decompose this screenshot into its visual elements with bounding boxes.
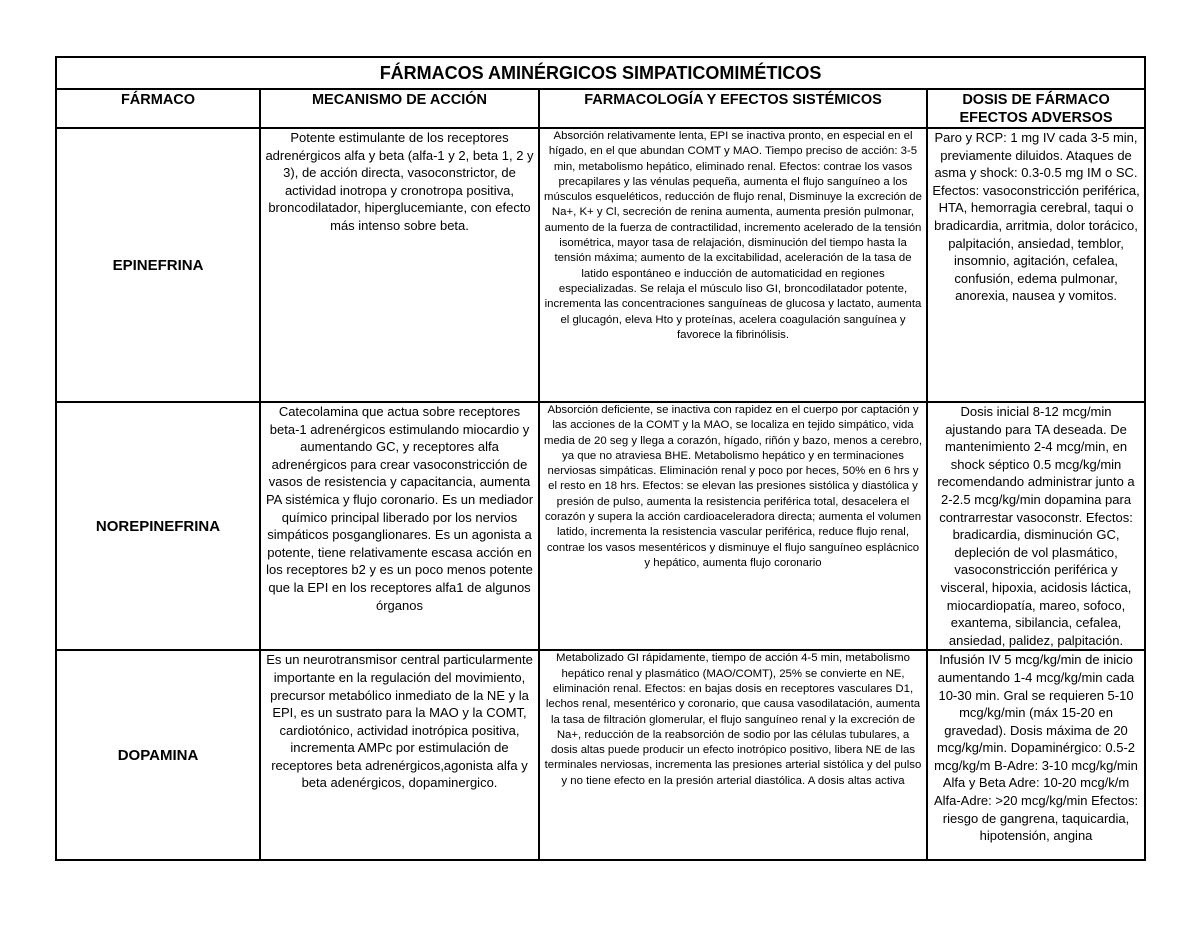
pharmacology-cell: Metabolizado GI rápidamente, tiempo de acción 4-5 min, metabolismo hepático renal y plasmático (MAO/COMT), 25% se convierte en NE, eliminación renal. Efectos: en bajas dosis en receptores vasculares D1, lechos renal, mesentérico y coronario, que causa vasodilatación, aumenta la tasa de filtración glomerular, el flujo sanguíneo renal y la excreción de Na+, reducción de la reabsorción de sodio por las células tubulares, a dosis altas puede producir un efecto inotrópico positivo, libera NE de las terminales nerviosas, incrementa las presiones arterial sistólica y del pulso y no tiene efecto en la presión arterial diastólica. A dosis altas activa	[539, 650, 927, 860]
pharmacology-cell: Absorción relativamente lenta, EPI se inactiva pronto, en especial en el hígado, en el que abundan COMT y MAO. Tiempo preciso de acción: 3-5 min, metabolismo hepático, eliminado renal. Efectos: contrae los vasos precapilares y las vénulas pequeña, aumenta el flujo sanguíneo a los músculos esqueléticos, reducción de flujo renal, Disminuye la excreción de Na+, K+ y Cl, secreción de renina aumenta, aumenta presión pulmonar, aumento de la fuerza de contractilidad, incremento acelerado de la tensión isométrica, mayor tasa de relajación, disminución del tiempo hasta la tensión máxima; aumento de la excitabilidad, aceleración de la tasa de latido espontáneo e inducción de automaticidad en regiones especializadas. Se relaja el músculo liso GI, broncodilatador potente, incrementa las concentraciones sanguíneas de glucosa y lactato, aumenta el glucagón, eleva Hto y proteínas, acelera coagulación sanguínea y favorece la fibrinólisis.	[539, 128, 927, 402]
header-dosis: DOSIS DE FÁRMACO EFECTOS ADVERSOS	[927, 89, 1145, 128]
drug-table	[55, 56, 1146, 861]
header-mecanismo: MECANISMO DE ACCIÓN	[260, 89, 539, 128]
header-farmaco: FÁRMACO	[56, 89, 260, 128]
drug-name: DOPAMINA	[56, 650, 260, 860]
dosage-cell: Paro y RCP: 1 mg IV cada 3-5 min, previamente diluidos. Ataques de asma y shock: 0.3-0.5 mg IM o SC. Efectos: vasoconstricción periférica, HTA, hemorragia cerebral, taqui o bradicardia, arritmia, dolor torácico, palpitación, ansiedad, temblor, insomnio, agitación, cefalea, confusión, edema pulmonar, anorexia, nausea y vomitos.	[927, 128, 1145, 402]
mechanism-cell: Es un neurotransmisor central particularmente importante en la regulación del movimiento, precursor metabólico inmediato de la NE y la EPI, es un sustrato para la MAO y la COMT, cardiotónico, actividad inotrópica positiva, incrementa AMPc por estimulación de receptores beta adrenérgicos,agonista alfa y beta adenérgicos, dopaminergico.	[260, 650, 539, 860]
dosage-cell: Dosis inicial 8-12 mcg/min ajustando para TA deseada. De mantenimiento 2-4 mcg/min, en shock séptico 0.5 mcg/kg/min recomendando administrar junto a 2-2.5 mcg/kg/min dopamina para contrarrestar vasoconstr. Efectos: bradicardia, disminución GC, depleción de vol plasmático, vasoconstricción periférica y visceral, hipoxia, acidosis láctica, miocardiopatía, mareo, sofoco, exantema, sibilancia, cefalea, ansiedad, palidez, palpitación.	[927, 402, 1145, 650]
mechanism-cell: Catecolamina que actua sobre receptores beta-1 adrenérgicos estimulando miocardio y aumentando GC, y receptores alfa adrenérgicos para crear vasoconstricción de vasos de resistencia y capacitancia, aumenta PA sistémica y flujo coronario. Es un mediador químico principal liberado por los nervios simpáticos posganglionares. Es un agonista a potente, tiene relativamente escasa acción en los receptores b2 y es un poco menos potente que la EPI en los receptores alfa1 de algunos órganos	[260, 402, 539, 650]
table-row	[56, 402, 1145, 650]
pharmacology-cell: Absorción deficiente, se inactiva con rapidez en el cuerpo por captación y las acciones de la COMT y la MAO, se localiza en tejido simpático, vida media de 20 seg y llega a corazón, hígado, riñón y bazo, menos a cerebro, ya que no atraviesa BHE. Metabolismo hepático y en terminaciones nerviosas simpáticas. Eliminación renal y poco por heces, 50% en 6 hrs y el resto en 18 hrs. Efectos: se elevan las presiones sistólica y diastólica y presión de pulso, aumenta la resistencia periférica total, desacelera el corazón y supera la acción cardioaceleradora directa; aumenta el volumen latido, incrementa la resistencia vascular periférica, reduce flujo renal, contrae los vasos mesentéricos y disminuye el flujo sanguíneo esplácnico y hepático, aumenta flujo coronario	[539, 402, 927, 650]
dosage-cell: Infusión IV 5 mcg/kg/min de inicio aumentando 1-4 mcg/kg/min cada 10-30 min. Gral se requieren 5-10 mcg/kg/min (máx 15-20 en gravedad). Dosis máxima de 20 mcg/kg/min. Dopaminérgico: 0.5-2 mcg/kg/m B-Adre: 3-10 mcg/kg/min Alfa y Beta Adre: 10-20 mcg/k/m Alfa-Adre: >20 mcg/kg/min Efectos: riesgo de gangrena, taquicardia, hipotensión, angina	[927, 650, 1145, 860]
mechanism-cell: Potente estimulante de los receptores adrenérgicos alfa y beta (alfa-1 y 2, beta 1, 2 y 3), de acción directa, vasoconstrictor, de actividad inotropa y cronotropa positiva, broncodilatador, hiperglucemiante, con efecto más intenso sobre beta.	[260, 128, 539, 402]
drug-name: NOREPINEFRINA	[56, 402, 260, 650]
drug-name: EPINEFRINA	[56, 128, 260, 402]
table-title: FÁRMACOS AMINÉRGICOS SIMPATICOMIMÉTICOS	[56, 57, 1145, 89]
header-farmacologia: FARMACOLOGÍA Y EFECTOS SISTÉMICOS	[539, 89, 927, 128]
table-row	[56, 650, 1145, 860]
table-row	[56, 128, 1145, 402]
